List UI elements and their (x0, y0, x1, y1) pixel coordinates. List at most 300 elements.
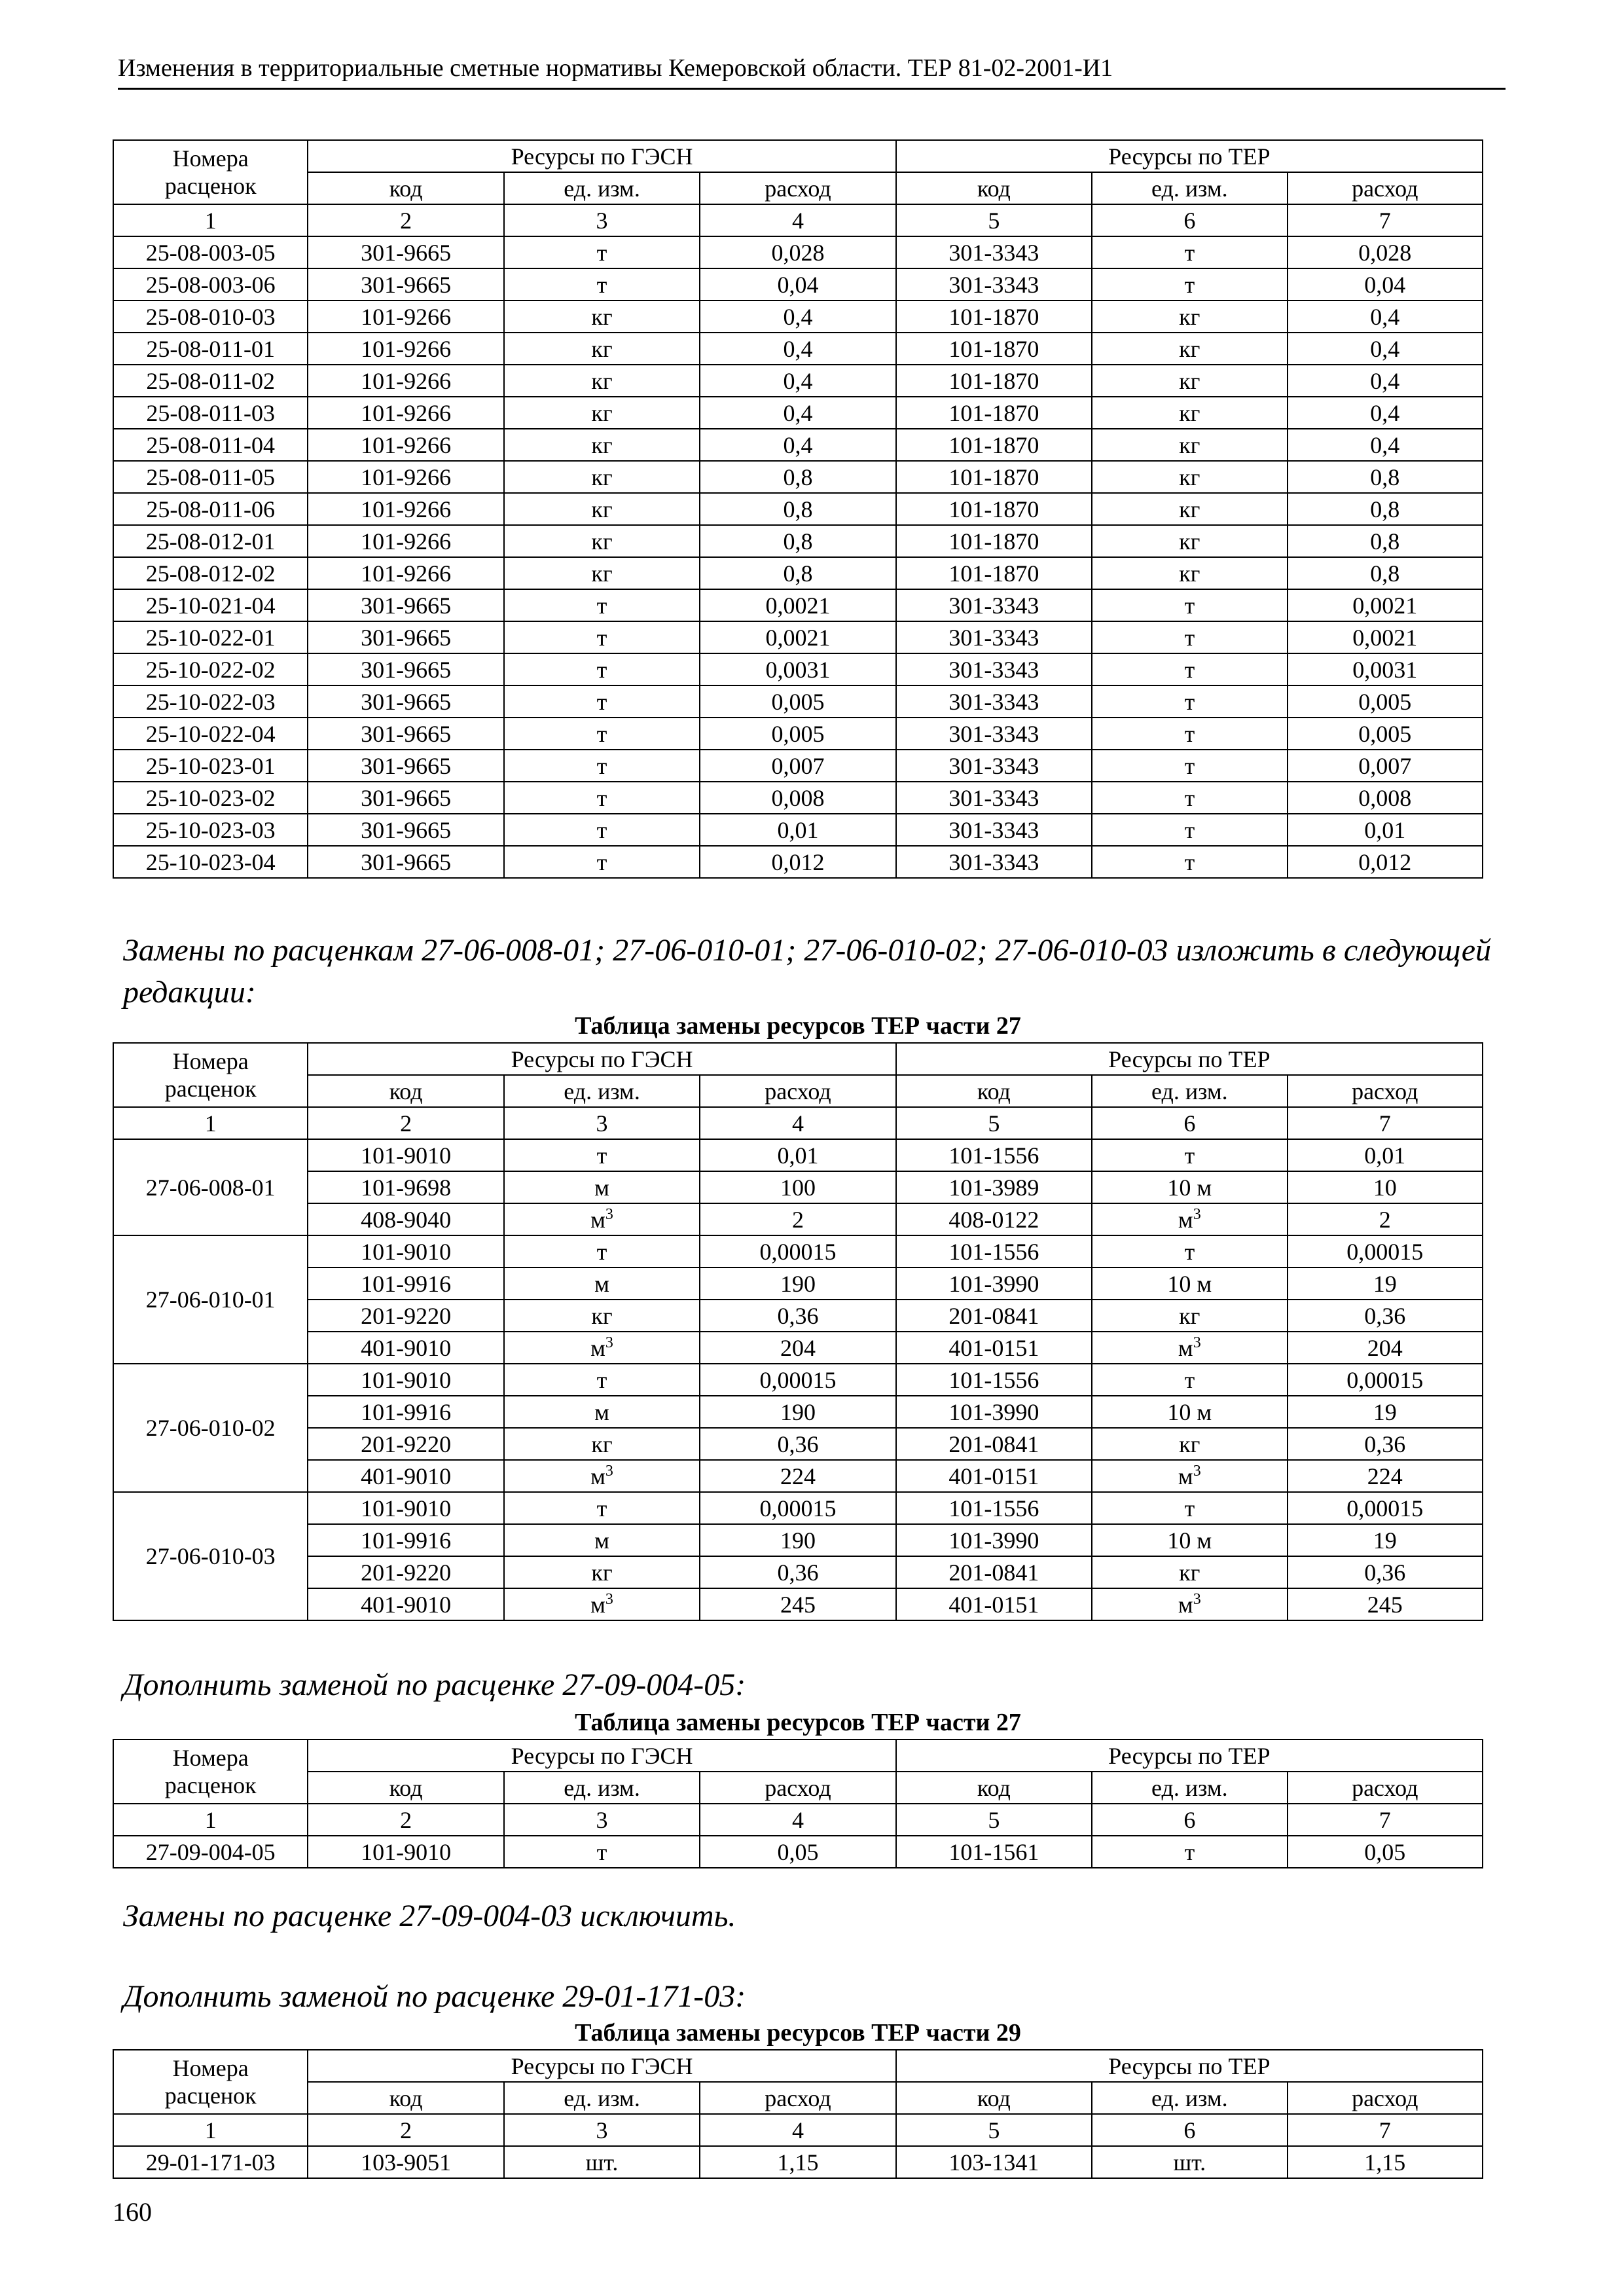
table-cell: м (504, 1524, 700, 1556)
table-2-title: Таблица замены ресурсов ТЕР части 27 (575, 1012, 1021, 1040)
table-row (113, 429, 1483, 461)
table-cell: 0,36 (1288, 1428, 1483, 1460)
table-cell: кг (504, 301, 700, 333)
table-cell: 10 м (1092, 1171, 1287, 1203)
column-number-row (113, 1804, 1483, 1836)
table-cell: 0,01 (700, 1139, 895, 1171)
column-number: 3 (504, 2114, 700, 2146)
table-cell: кг (504, 493, 700, 525)
table-cell: т (1092, 268, 1287, 301)
rate-number-cell: 27-06-010-01 (113, 1235, 308, 1364)
column-number: 7 (1288, 204, 1483, 236)
ter-consumption-header: расход (1288, 172, 1483, 204)
table-cell: 301-3343 (896, 685, 1092, 718)
note-replace-27-06: Замены по расценкам 27-06-008-01; 27-06-010-01; 27-06-010-02; 27-06-010-03 изложить в следующей редакции: (123, 933, 1491, 1010)
column-number: 6 (1092, 2114, 1287, 2146)
table-cell: 301-9665 (308, 653, 503, 685)
table-row (113, 1836, 1483, 1868)
table-cell: 25-08-010-03 (113, 301, 308, 333)
table-cell: 29-01-171-03 (113, 2146, 308, 2178)
table-cell: кг (1092, 1556, 1287, 1588)
table-cell: 301-3343 (896, 814, 1092, 846)
table-cell: 101-1870 (896, 365, 1092, 397)
table-cell: 101-1870 (896, 397, 1092, 429)
cubic-superscript: 3 (605, 1590, 613, 1608)
rate-number-cell: 27-06-010-03 (113, 1492, 308, 1620)
table-cell: 0,0021 (1288, 621, 1483, 653)
table-cell: 0,4 (1288, 429, 1483, 461)
table-cell: т (1092, 621, 1287, 653)
gesn-consumption-header: расход (700, 1772, 895, 1804)
table-row (113, 1524, 1483, 1556)
table-cell: 25-10-023-01 (113, 750, 308, 782)
ter-unit-header: ед. изм. (1092, 1772, 1287, 1804)
table-row (113, 301, 1483, 333)
table-cell: $м^3$ (1092, 1588, 1287, 1620)
table-cell: т (1092, 782, 1287, 814)
table-cell: т (1092, 814, 1287, 846)
column-number: 3 (504, 1107, 700, 1139)
table-cell: т (1092, 1235, 1287, 1267)
ter-consumption-header: расход (1288, 2082, 1483, 2114)
table-cell: 0,00015 (1288, 1364, 1483, 1396)
table-cell: т (1092, 750, 1287, 782)
table-cell: $м^3$ (1092, 1203, 1287, 1235)
table-cell: кг (1092, 493, 1287, 525)
table-cell: 190 (700, 1524, 895, 1556)
column-number-row (113, 2114, 1483, 2146)
gesn-unit-header: ед. изм. (504, 1075, 700, 1107)
table-cell: 301-9665 (308, 621, 503, 653)
table-cell: 101-1556 (896, 1235, 1092, 1267)
table-cell: 101-9266 (308, 461, 503, 493)
table-cell: 224 (700, 1460, 895, 1492)
table-cell: 0,36 (700, 1428, 895, 1460)
table-cell: 301-3343 (896, 653, 1092, 685)
table-cell: 0,8 (1288, 525, 1483, 557)
table-cell: $м^3$ (1092, 1460, 1287, 1492)
table-cell: т (1092, 1836, 1287, 1868)
table-cell: т (504, 268, 700, 301)
table-cell: 101-1870 (896, 557, 1092, 589)
ter-resources-header: Ресурсы по ТЕР (896, 140, 1483, 172)
resource-table-2 (113, 1042, 1483, 1621)
table-cell: 0,8 (1288, 461, 1483, 493)
table-cell: т (504, 750, 700, 782)
column-number: 4 (700, 204, 895, 236)
table-row (113, 1556, 1483, 1588)
column-number: 6 (1092, 1107, 1287, 1139)
table-cell: 101-1556 (896, 1364, 1092, 1396)
header-row (113, 1043, 1483, 1075)
cubic-superscript: 3 (1193, 1205, 1201, 1223)
table-cell: 25-08-012-01 (113, 525, 308, 557)
table-row (113, 685, 1483, 718)
table-cell: 101-1870 (896, 429, 1092, 461)
table-cell: 0,36 (1288, 1556, 1483, 1588)
column-number-row (113, 204, 1483, 236)
ter-unit-header: ед. изм. (1092, 172, 1287, 204)
table-cell: 201-0841 (896, 1428, 1092, 1460)
note-add-29-01-171-03: Дополнить заменой по расценке 29-01-171-03: (123, 1979, 746, 2014)
ter-consumption-header: расход (1288, 1772, 1483, 1804)
table-cell: 301-3343 (896, 718, 1092, 750)
table-cell: т (1092, 1364, 1287, 1396)
table-cell: кг (1092, 525, 1287, 557)
cubic-superscript: 3 (605, 1205, 613, 1223)
table-cell: $м^3$ (504, 1332, 700, 1364)
table-cell: 301-9665 (308, 685, 503, 718)
ter-code-header: код (896, 1075, 1092, 1107)
table-cell: 25-10-021-04 (113, 589, 308, 621)
ter-consumption-header: расход (1288, 1075, 1483, 1107)
table-cell: 0,4 (700, 365, 895, 397)
table-cell: 401-9010 (308, 1460, 503, 1492)
table-cell: шт. (504, 2146, 700, 2178)
table-cell: $м^3$ (504, 1588, 700, 1620)
table-cell: 0,005 (1288, 685, 1483, 718)
table-cell: 2 (1288, 1203, 1483, 1235)
table-row (113, 525, 1483, 557)
table-cell: 101-3990 (896, 1267, 1092, 1300)
table-cell: 25-08-011-03 (113, 397, 308, 429)
table-cell: 408-9040 (308, 1203, 503, 1235)
subheader-row (113, 172, 1483, 204)
table-cell: т (504, 685, 700, 718)
table-cell: т (504, 653, 700, 685)
table-cell: т (1092, 589, 1287, 621)
gesn-unit-header: ед. изм. (504, 2082, 700, 2114)
gesn-unit-header: ед. изм. (504, 1772, 700, 1804)
subheader-row (113, 1075, 1483, 1107)
table-row (113, 1588, 1483, 1620)
table-cell: 408-0122 (896, 1203, 1092, 1235)
table-row (113, 557, 1483, 589)
table-row (113, 268, 1483, 301)
table-cell: 301-9665 (308, 814, 503, 846)
table-cell: т (1092, 653, 1287, 685)
table-row (113, 1492, 1483, 1524)
table-cell: т (1092, 846, 1287, 878)
table-cell: 201-9220 (308, 1556, 503, 1588)
table-cell: 301-3343 (896, 236, 1092, 268)
cubic-superscript: 3 (1193, 1590, 1201, 1608)
table-cell: 101-1870 (896, 333, 1092, 365)
column-number: 6 (1092, 1804, 1287, 1836)
ter-unit-header: ед. изм. (1092, 2082, 1287, 2114)
table-row (113, 1332, 1483, 1364)
table-cell: т (504, 236, 700, 268)
column-number: 4 (700, 2114, 895, 2146)
table-cell: 101-9010 (308, 1139, 503, 1171)
table-cell: 0,36 (700, 1556, 895, 1588)
table-cell: 224 (1288, 1460, 1483, 1492)
table-cell: 0,0021 (700, 621, 895, 653)
table-cell: 101-1870 (896, 493, 1092, 525)
gesn-resources-header: Ресурсы по ГЭСН (308, 1740, 895, 1772)
column-number: 5 (896, 2114, 1092, 2146)
table-cell: кг (504, 525, 700, 557)
table-cell: 0,36 (1288, 1300, 1483, 1332)
column-number: 1 (113, 2114, 308, 2146)
gesn-unit-header: ед. изм. (504, 172, 700, 204)
table-cell: 301-9665 (308, 589, 503, 621)
column-number: 3 (504, 204, 700, 236)
table-cell: 101-9266 (308, 493, 503, 525)
table-row (113, 461, 1483, 493)
table-cell: т (504, 846, 700, 878)
table-cell: 101-1556 (896, 1139, 1092, 1171)
ter-unit-header: ед. изм. (1092, 1075, 1287, 1107)
table-row (113, 397, 1483, 429)
table-row (113, 1300, 1483, 1332)
table-cell: кг (1092, 1428, 1287, 1460)
table-cell: 101-9916 (308, 1267, 503, 1300)
table-cell: 101-9266 (308, 301, 503, 333)
table-cell: 0,01 (1288, 1139, 1483, 1171)
table-cell: 0,008 (1288, 782, 1483, 814)
table-cell: т (504, 1364, 700, 1396)
table-cell: т (504, 1139, 700, 1171)
table-cell: 0,01 (700, 814, 895, 846)
table-cell: 0,4 (1288, 333, 1483, 365)
table-cell: 301-3343 (896, 589, 1092, 621)
ter-resources-header: Ресурсы по ТЕР (896, 2050, 1483, 2082)
table-cell: 0,012 (700, 846, 895, 878)
table-cell: 25-08-011-04 (113, 429, 308, 461)
column-number: 4 (700, 1804, 895, 1836)
table-cell: 0,005 (700, 685, 895, 718)
table-cell: 0,4 (700, 301, 895, 333)
table-cell: 0,36 (700, 1300, 895, 1332)
table-cell: 0,028 (1288, 236, 1483, 268)
table-row (113, 621, 1483, 653)
table-cell: кг (1092, 429, 1287, 461)
column-number: 3 (504, 1804, 700, 1836)
table-cell: 0,0021 (700, 589, 895, 621)
table-cell: 0,0021 (1288, 589, 1483, 621)
table-cell: 101-9916 (308, 1396, 503, 1428)
table-cell: $м^3$ (504, 1460, 700, 1492)
table-cell: 190 (700, 1267, 895, 1300)
table-row (113, 1396, 1483, 1428)
column-number: 5 (896, 1804, 1092, 1836)
table-row (113, 236, 1483, 268)
table-cell: 101-9266 (308, 333, 503, 365)
table-cell: т (504, 814, 700, 846)
table-cell: 301-9665 (308, 750, 503, 782)
cubic-superscript: 3 (1193, 1334, 1201, 1351)
table-cell: 101-9266 (308, 557, 503, 589)
table-cell: 25-10-022-02 (113, 653, 308, 685)
gesn-consumption-header: расход (700, 172, 895, 204)
gesn-code-header: код (308, 1772, 503, 1804)
ter-resources-header: Ресурсы по ТЕР (896, 1740, 1483, 1772)
column-number: 2 (308, 204, 503, 236)
table-cell: 0,05 (700, 1836, 895, 1868)
table-row (113, 1428, 1483, 1460)
column-number-row (113, 1107, 1483, 1139)
table-cell: кг (504, 397, 700, 429)
table-cell: 101-9010 (308, 1364, 503, 1396)
table-cell: 301-9665 (308, 718, 503, 750)
table-cell: 301-9665 (308, 268, 503, 301)
table-cell: 0,8 (700, 557, 895, 589)
table-row (113, 1171, 1483, 1203)
table-cell: 10 м (1092, 1267, 1287, 1300)
table-row (113, 1203, 1483, 1235)
table-cell: 101-9266 (308, 397, 503, 429)
table-row (113, 750, 1483, 782)
table-cell: 0,8 (700, 461, 895, 493)
table-cell: 245 (1288, 1588, 1483, 1620)
table-cell: 103-9051 (308, 2146, 503, 2178)
table-row (113, 1364, 1483, 1396)
table-cell: 0,00015 (700, 1364, 895, 1396)
column-number: 2 (308, 1107, 503, 1139)
gesn-resources-header: Ресурсы по ГЭСН (308, 140, 895, 172)
rate-numbers-header: Номера расценок (113, 1740, 308, 1804)
table-cell: 101-1556 (896, 1492, 1092, 1524)
table-cell: т (504, 1235, 700, 1267)
table-cell: 25-10-023-03 (113, 814, 308, 846)
table-cell: 0,4 (700, 397, 895, 429)
table-cell: 201-9220 (308, 1428, 503, 1460)
table-cell: 301-3343 (896, 621, 1092, 653)
table-cell: кг (1092, 333, 1287, 365)
table-row (113, 1235, 1483, 1267)
table-cell: 401-9010 (308, 1588, 503, 1620)
table-cell: 0,005 (700, 718, 895, 750)
table-cell: 25-08-011-06 (113, 493, 308, 525)
table-cell: 301-3343 (896, 846, 1092, 878)
table-cell: т (1092, 236, 1287, 268)
table-cell: 204 (1288, 1332, 1483, 1364)
table-cell: 0,04 (1288, 268, 1483, 301)
subheader-row (113, 2082, 1483, 2114)
table-cell: 101-1870 (896, 525, 1092, 557)
table-cell: 101-9010 (308, 1836, 503, 1868)
table-cell: 245 (700, 1588, 895, 1620)
table-row (113, 653, 1483, 685)
table-row (113, 718, 1483, 750)
table-cell: кг (504, 1556, 700, 1588)
table-row (113, 2146, 1483, 2178)
table-cell: м (504, 1396, 700, 1428)
table-cell: 0,0031 (1288, 653, 1483, 685)
gesn-consumption-header: расход (700, 2082, 895, 2114)
header-row (113, 1740, 1483, 1772)
table-cell: 0,028 (700, 236, 895, 268)
table-row (113, 333, 1483, 365)
table-cell: 0,4 (1288, 365, 1483, 397)
table-cell: 401-0151 (896, 1588, 1092, 1620)
column-number: 7 (1288, 2114, 1483, 2146)
table-cell: 201-0841 (896, 1556, 1092, 1588)
rate-numbers-header: Номера расценок (113, 1043, 308, 1107)
subheader-row (113, 1772, 1483, 1804)
table-cell: 0,00015 (700, 1492, 895, 1524)
table-cell: 25-10-023-02 (113, 782, 308, 814)
table-cell: 0,4 (700, 429, 895, 461)
column-number: 2 (308, 2114, 503, 2146)
table-cell: $м^3$ (504, 1203, 700, 1235)
column-number: 5 (896, 204, 1092, 236)
page-number: 160 (113, 2197, 152, 2227)
column-number: 6 (1092, 204, 1287, 236)
table-cell: 301-3343 (896, 268, 1092, 301)
table-cell: 204 (700, 1332, 895, 1364)
table-cell: 1,15 (700, 2146, 895, 2178)
rate-numbers-header: Номера расценок (113, 140, 308, 204)
table-cell: 301-9665 (308, 236, 503, 268)
running-header: Изменения в территориальные сметные нормативы Кемеровской области. ТЕР 81-02-2001-И1 (118, 54, 1506, 90)
table-row (113, 846, 1483, 878)
table-cell: 101-9266 (308, 429, 503, 461)
table-cell: 19 (1288, 1267, 1483, 1300)
note-add-27-09-004-05: Дополнить заменой по расценке 27-09-004-05: (123, 1667, 746, 1702)
table-cell: 25-10-022-01 (113, 621, 308, 653)
table-cell: 25-08-003-05 (113, 236, 308, 268)
table-cell: 101-9266 (308, 525, 503, 557)
header-row (113, 2050, 1483, 2082)
table-cell: 0,4 (1288, 301, 1483, 333)
table-cell: 190 (700, 1396, 895, 1428)
table-cell: 25-08-011-02 (113, 365, 308, 397)
cubic-superscript: 3 (605, 1334, 613, 1351)
gesn-resources-header: Ресурсы по ГЭСН (308, 2050, 895, 2082)
table-cell: 0,0031 (700, 653, 895, 685)
table-cell: кг (504, 1428, 700, 1460)
table-cell: м (504, 1171, 700, 1203)
table-cell: т (504, 1492, 700, 1524)
rate-numbers-header: Номера расценок (113, 2050, 308, 2114)
gesn-consumption-header: расход (700, 1075, 895, 1107)
table-cell: 25-08-003-06 (113, 268, 308, 301)
table-cell: 0,00015 (700, 1235, 895, 1267)
resource-table-3 (113, 1739, 1483, 1868)
table-cell: 0,8 (1288, 493, 1483, 525)
table-cell: 301-9665 (308, 782, 503, 814)
table-cell: шт. (1092, 2146, 1287, 2178)
table-cell: 101-9916 (308, 1524, 503, 1556)
table-cell: 0,8 (1288, 557, 1483, 589)
table-cell: 2 (700, 1203, 895, 1235)
column-number: 7 (1288, 1107, 1483, 1139)
column-number: 1 (113, 1804, 308, 1836)
rate-number-cell: 27-06-008-01 (113, 1139, 308, 1235)
table-cell: кг (1092, 301, 1287, 333)
resource-table-1 (113, 139, 1483, 879)
note-exclude-27-09-004-03: Замены по расценке 27-09-004-03 исключить. (123, 1899, 736, 1933)
table-row (113, 365, 1483, 397)
table-cell: 201-0841 (896, 1300, 1092, 1332)
table-cell: 0,007 (700, 750, 895, 782)
cubic-superscript: 3 (1193, 1462, 1201, 1480)
table-cell: 10 м (1092, 1524, 1287, 1556)
table-cell: кг (504, 1300, 700, 1332)
table-cell: 201-9220 (308, 1300, 503, 1332)
table-row (113, 782, 1483, 814)
gesn-code-header: код (308, 1075, 503, 1107)
table-cell: т (1092, 1139, 1287, 1171)
table-cell: т (1092, 718, 1287, 750)
table-cell: кг (1092, 1300, 1287, 1332)
column-number: 5 (896, 1107, 1092, 1139)
header-row (113, 140, 1483, 172)
table-cell: 101-1870 (896, 461, 1092, 493)
table-cell: кг (504, 333, 700, 365)
